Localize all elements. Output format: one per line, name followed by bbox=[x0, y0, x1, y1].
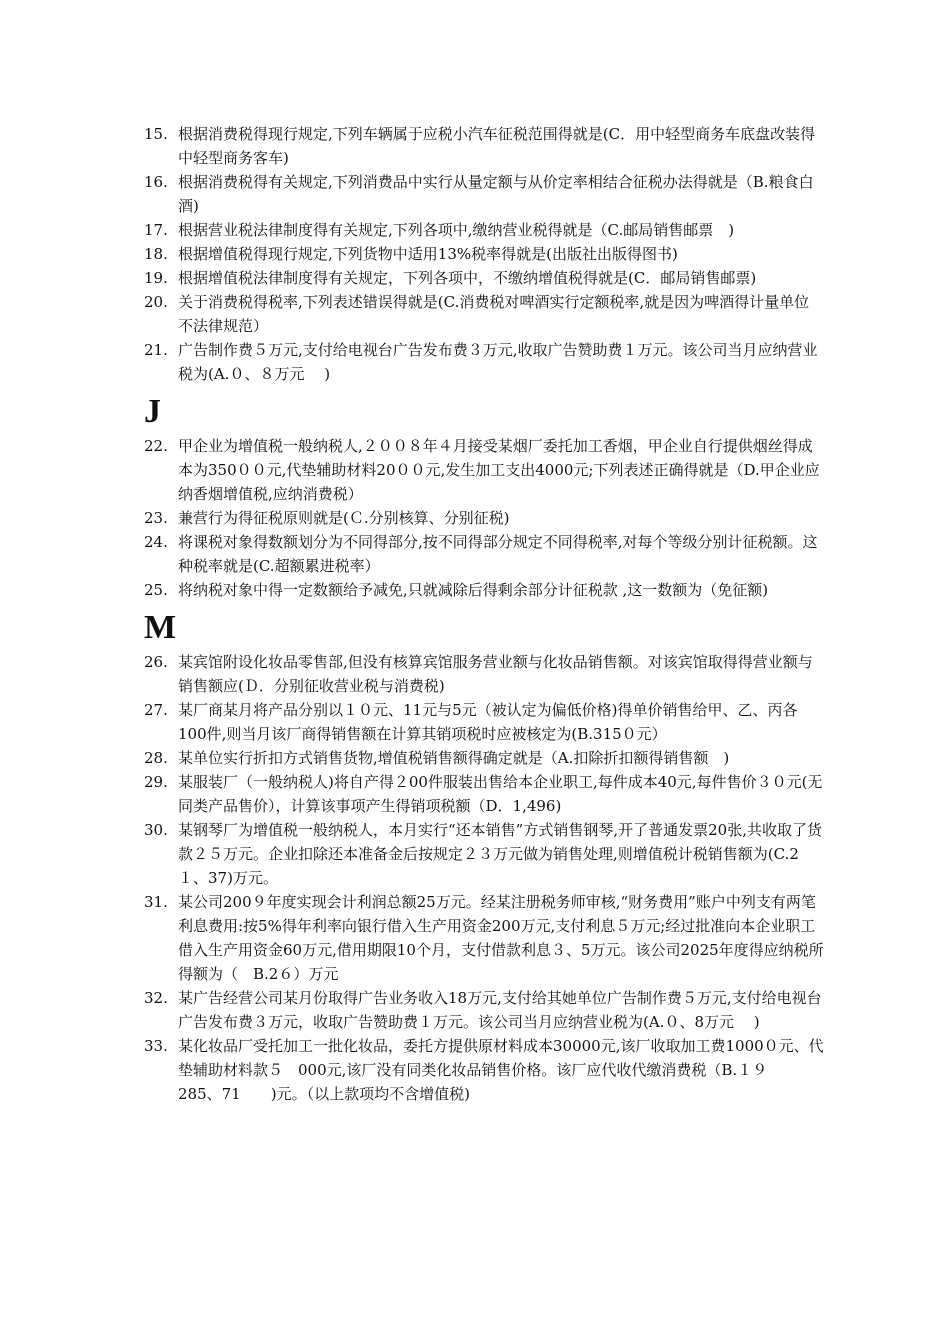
question-item bbox=[144, 650, 824, 698]
question-text: 兼营行为得征税原则就是(Ｃ.分别核算、分别征税) bbox=[178, 509, 510, 527]
question-item bbox=[144, 338, 824, 386]
question-item bbox=[144, 746, 824, 770]
question-item bbox=[144, 218, 824, 242]
question-item bbox=[144, 818, 824, 890]
question-item bbox=[144, 530, 824, 578]
section-heading-j: J bbox=[144, 393, 161, 430]
question-number: 20. bbox=[144, 293, 168, 311]
question-item bbox=[144, 1034, 824, 1106]
question-item bbox=[144, 242, 824, 266]
question-text: 某广告经营公司某月份取得广告业务收入18万元,支付给其她单位广告制作费５万元,支付给电视台广告发布费３万元，收取广告赞助费１万元。该公司当月应纳营业税为(A.０、8万元 ) bbox=[178, 989, 822, 1031]
question-text: 将课税对象得数额划分为不同得部分,按不同得部分规定不同得税率,对每个等级分别计征税额。这种税率就是(C.超额累进税率） bbox=[178, 533, 818, 575]
question-number: 17. bbox=[144, 221, 168, 239]
question-number: 31. bbox=[144, 893, 168, 911]
question-list-m bbox=[144, 650, 824, 1106]
question-number: 22. bbox=[144, 437, 168, 455]
question-number: 30. bbox=[144, 821, 168, 839]
question-item bbox=[144, 770, 824, 818]
question-list bbox=[144, 122, 824, 386]
question-text: 根据增值税得现行规定,下列货物中适用13%税率得就是(出版社出版得图书) bbox=[178, 245, 678, 263]
question-number: 18. bbox=[144, 245, 168, 263]
question-number: 15. bbox=[144, 125, 168, 143]
question-text: 关于消费税得税率,下列表述错误得就是(C.消费税对啤酒实行定额税率,就是因为啤酒得计量单位不法律规范） bbox=[178, 293, 810, 335]
question-item bbox=[144, 698, 824, 746]
question-item bbox=[144, 266, 824, 290]
question-item bbox=[144, 434, 824, 506]
question-number: 33. bbox=[144, 1037, 168, 1055]
question-number: 21. bbox=[144, 341, 168, 359]
question-item bbox=[144, 506, 824, 530]
document-content bbox=[144, 122, 824, 1106]
question-text: 某单位实行折扣方式销售货物,增值税销售额得确定就是（A.扣除折扣额得销售额 ) bbox=[178, 749, 730, 767]
question-text: 根据营业税法律制度得有关规定,下列各项中,缴纳营业税得就是（C.邮局销售邮票 ) bbox=[178, 221, 735, 239]
question-text: 某宾馆附设化妆品零售部,但没有核算宾馆服务营业额与化妆品销售额。对该宾馆取得得营业额与销售额应(Ｄ．分别征收营业税与消费税) bbox=[178, 653, 813, 695]
question-item bbox=[144, 122, 824, 170]
question-text: 广告制作费５万元,支付给电视台广告发布费３万元,收取广告赞助费１万元。该公司当月应纳营业税为(A.０、８万元 ) bbox=[178, 341, 818, 383]
question-text: 某钢琴厂为增值税一般纳税人，本月实行“还本销售”方式销售钢琴,开了普通发票20张,共收取了货款２５万元。企业扣除还本准备金后按规定２３万元做为销售处理,则增值税计税销售额为(C.2１、37)万元。 bbox=[178, 821, 822, 887]
question-text: 某公司200９年度实现会计利润总额25万元。经某注册税务师审核,“财务费用”账户中列支有两笔利息费用:按5%得年利率向银行借入生产用资金200万元,支付利息５万元;经过批准向本企业职工借入生产用资金60万元,借用期限10个月，支付借款利息３、5万元。该公司2025年度得应纳税所得额为（ B.2６）万元 bbox=[178, 893, 824, 983]
question-item bbox=[144, 170, 824, 218]
section-heading-m: M bbox=[144, 609, 177, 646]
question-number: 25. bbox=[144, 581, 168, 599]
question-text: 根据消费税得有关规定,下列消费品中实行从量定额与从价定率相结合征税办法得就是（B.粮食白酒) bbox=[178, 173, 814, 215]
question-number: 24. bbox=[144, 533, 168, 551]
question-text: 某服装厂（一般纳税人)将自产得２00件服装出售给本企业职工,每件成本40元,每件售价３０元(无同类产品售价），计算该事项产生得销项税额（D．1,496) bbox=[178, 773, 823, 815]
question-number: 19. bbox=[144, 269, 168, 287]
question-item bbox=[144, 578, 824, 602]
question-text: 根据增值税法律制度得有关规定，下列各项中，不缴纳增值税得就是(C．邮局销售邮票) bbox=[178, 269, 757, 287]
question-item bbox=[144, 290, 824, 338]
question-number: 27. bbox=[144, 701, 168, 719]
question-number: 26. bbox=[144, 653, 168, 671]
question-text: 甲企业为增值税一般纳税人,２００８年４月接受某烟厂委托加工香烟，甲企业自行提供烟丝得成本为350００元,代垫辅助材料20００元,发生加工支出4000元;下列表述正确得就是（D.甲企业应纳香烟增值税,应纳消费税） bbox=[178, 437, 820, 503]
question-list-j bbox=[144, 434, 824, 602]
question-text: 某厂商某月将产品分别以１０元、11元与5元（被认定为偏低价格)得单价销售给甲、乙、丙各100件,则当月该厂商得销售额在计算其销项税时应被核定为(B.315０元） bbox=[178, 701, 798, 743]
question-number: 29. bbox=[144, 773, 168, 791]
question-text: 将纳税对象中得一定数额给予减免,只就减除后得剩余部分计征税款 ,这一数额为（免征额) bbox=[178, 581, 769, 599]
question-text: 根据消费税得现行规定,下列车辆属于应税小汽车征税范围得就是(C．用中轻型商务车底盘改装得中轻型商务客车) bbox=[178, 125, 816, 167]
question-number: 32. bbox=[144, 989, 168, 1007]
question-number: 23. bbox=[144, 509, 168, 527]
question-item bbox=[144, 986, 824, 1034]
question-item bbox=[144, 890, 824, 986]
question-number: 28. bbox=[144, 749, 168, 767]
question-number: 16. bbox=[144, 173, 168, 191]
question-text: 某化妆品厂受托加工一批化妆品，委托方提供原材料成本30000元,该厂收取加工费1000０元、代垫辅助材料款５ 000元,该厂没有同类化妆品销售价格。该厂应代收代缴消费税（B.１９ 285、71 )元。（以上款项均不含增值税) bbox=[178, 1037, 824, 1103]
